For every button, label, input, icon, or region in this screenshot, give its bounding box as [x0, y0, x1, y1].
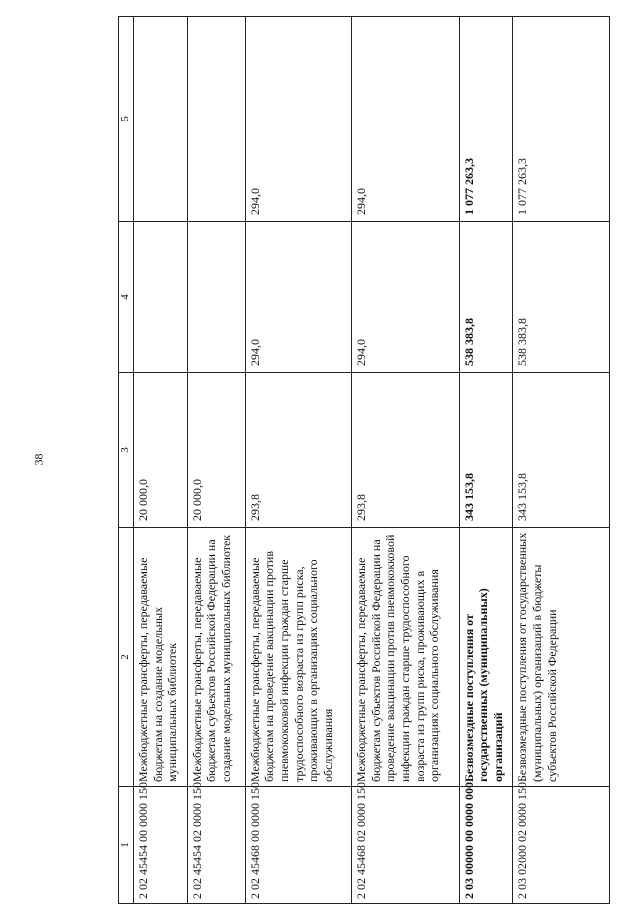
- row-value-col5: [187, 17, 245, 222]
- table-row: [459, 17, 513, 904]
- row-value-col3: 20 000,0: [134, 373, 188, 528]
- row-value-col4: 294,0: [352, 222, 459, 373]
- budget-table: [118, 16, 610, 904]
- row-name: Межбюджетные трансферты, передаваемые бюджетам субъектов Российской Федерации на создание модельных муниципальных библиотек: [187, 528, 245, 787]
- page-number: 38: [31, 453, 46, 466]
- row-value-col4: 538 383,8: [513, 222, 610, 373]
- row-value-col3: 20 000,0: [187, 373, 245, 528]
- row-name: Межбюджетные трансферты, передаваемые бюджетам субъектов Российской Федерации на проведение вакцинации против пневмококковой инфекции граждан старше трудоспособного возраста из групп риска, проживающих в организациях социального обслуживания: [352, 528, 459, 787]
- row-code: 2 02 45468 00 0000 150: [245, 787, 351, 904]
- row-code: 2 03 00000 00 0000 000: [459, 787, 513, 904]
- table-row: [187, 17, 245, 904]
- row-name: Межбюджетные трансферты, передаваемые бюджетам на создание модельных муниципальных библиотек: [134, 528, 188, 787]
- header-col-2: 2: [119, 528, 134, 787]
- row-value-col4: [134, 222, 188, 373]
- row-value-col5: 294,0: [352, 17, 459, 222]
- row-code: 2 02 45454 02 0000 150: [187, 787, 245, 904]
- row-value-col4: 538 383,8: [459, 222, 513, 373]
- row-name: Межбюджетные трансферты, передаваемые бюджетам на проведение вакцинации против пневмококковой инфекции граждан старше трудоспособного возраста из групп риска, проживающих в организациях социального обслуживания: [245, 528, 351, 787]
- row-value-col4: 294,0: [245, 222, 351, 373]
- table-row: [352, 17, 459, 904]
- header-row: [119, 17, 134, 904]
- row-value-col5: [134, 17, 188, 222]
- row-value-col3: 293,8: [245, 373, 351, 528]
- header-col-3: 3: [119, 373, 134, 528]
- row-value-col3: 343 153,8: [459, 373, 513, 528]
- row-value-col4: [187, 222, 245, 373]
- row-value-col5: 294,0: [245, 17, 351, 222]
- row-value-col3: 343 153,8: [513, 373, 610, 528]
- header-col-1: 1: [119, 787, 134, 904]
- row-value-col5: 1 077 263,3: [459, 17, 513, 222]
- row-code: 2 03 02000 02 0000 150: [513, 787, 610, 904]
- table-row: [513, 17, 610, 904]
- header-col-4: 4: [119, 222, 134, 373]
- rotated-table-inner: [118, 62, 610, 904]
- row-name: Безвозмездные поступления от государственных (муниципальных) организаций: [459, 528, 513, 787]
- row-value-col3: 293,8: [352, 373, 459, 528]
- table-row: [245, 17, 351, 904]
- header-col-5: 5: [119, 17, 134, 222]
- table-row: [134, 17, 188, 904]
- row-value-col5: 1 077 263,3: [513, 17, 610, 222]
- row-code: 2 02 45468 02 0000 150: [352, 787, 459, 904]
- row-name: Безвозмездные поступления от государственных (муниципальных) организаций в бюджеты субъектов Российской Федерации: [513, 528, 610, 787]
- row-code: 2 02 45454 00 0000 150: [134, 787, 188, 904]
